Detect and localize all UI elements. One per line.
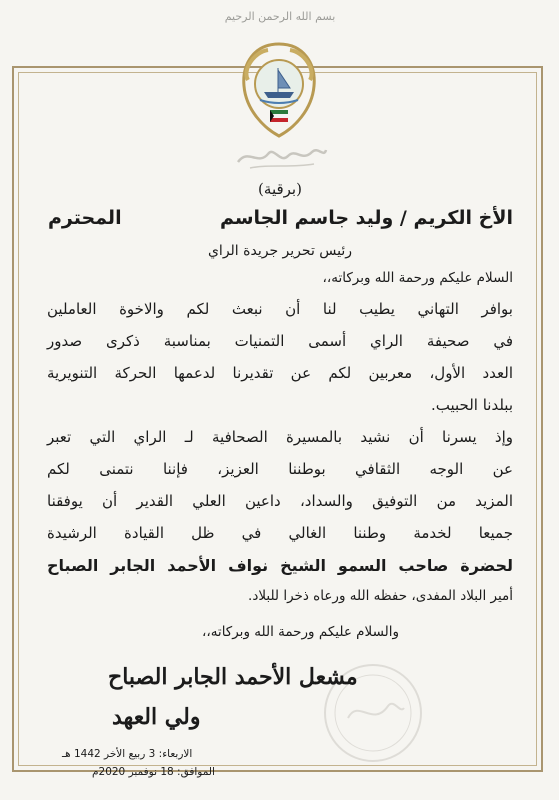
- body-line: وإذ يسرنا أن نشيد بالمسيرة الصحافية لـ الراي التي تعبر: [47, 428, 513, 446]
- addressee: الأخ الكريم / وليد جاسم الجاسم: [219, 207, 513, 229]
- decorative-inner-border: [18, 72, 537, 766]
- body-line: بوافر التهاني يطيب لنا أن نبعث لكم والاخوة العاملين: [47, 300, 513, 318]
- body-line: المزيد من التوفيق والسداد، داعين العلي القدير أن يوفقنا: [47, 492, 513, 510]
- kuwait-coat-of-arms-icon: [234, 40, 324, 140]
- opening-greeting: السلام عليكم ورحمة الله وبركاته،،: [322, 270, 513, 286]
- honorific: المحترم: [48, 207, 122, 229]
- signatory-title: ولي العهد: [112, 704, 201, 730]
- body-line: جميعا لخدمة وطننا الغالي في ظل القيادة الرشيدة: [47, 524, 513, 542]
- header-script: بسم الله الرحمن الرحيم: [224, 10, 336, 23]
- addressee-title: رئيس تحرير جريدة الراي: [207, 243, 353, 259]
- closing-line: أمير البلاد المفدى، حفظه الله ورعاه ذخرا للبلاد.: [248, 588, 513, 604]
- body-line: العدد الأول، معربين لكم عن تقديرنا لدعمها الحركة التنويرية: [47, 364, 513, 382]
- body-line: عن الوجه الثقافي بوطننا العزيز، فإننا نتمنى لكم: [47, 460, 513, 478]
- calligraphy-signature-icon: [230, 138, 330, 172]
- body-line: ببلدنا الحبيب.: [430, 396, 513, 414]
- document-type: (برقية): [258, 180, 302, 198]
- gregorian-date: الموافق: 18 نوفمبر 2020م: [92, 766, 215, 778]
- signatory-name: مشعل الأحمد الجابر الصباح: [108, 664, 358, 690]
- closing-greeting: والسلام عليكم ورحمة الله وبركاته،،: [201, 624, 399, 640]
- hijri-date: الاربعاء: 3 ربيع الأخر 1442 هـ: [62, 748, 193, 760]
- honor-line: لحضرة صاحب السمو الشيخ نواف الأحمد الجابر الصباح: [47, 556, 513, 575]
- body-line: في صحيفة الراي أسمى التمنيات بمناسبة ذكرى صدور: [47, 332, 513, 350]
